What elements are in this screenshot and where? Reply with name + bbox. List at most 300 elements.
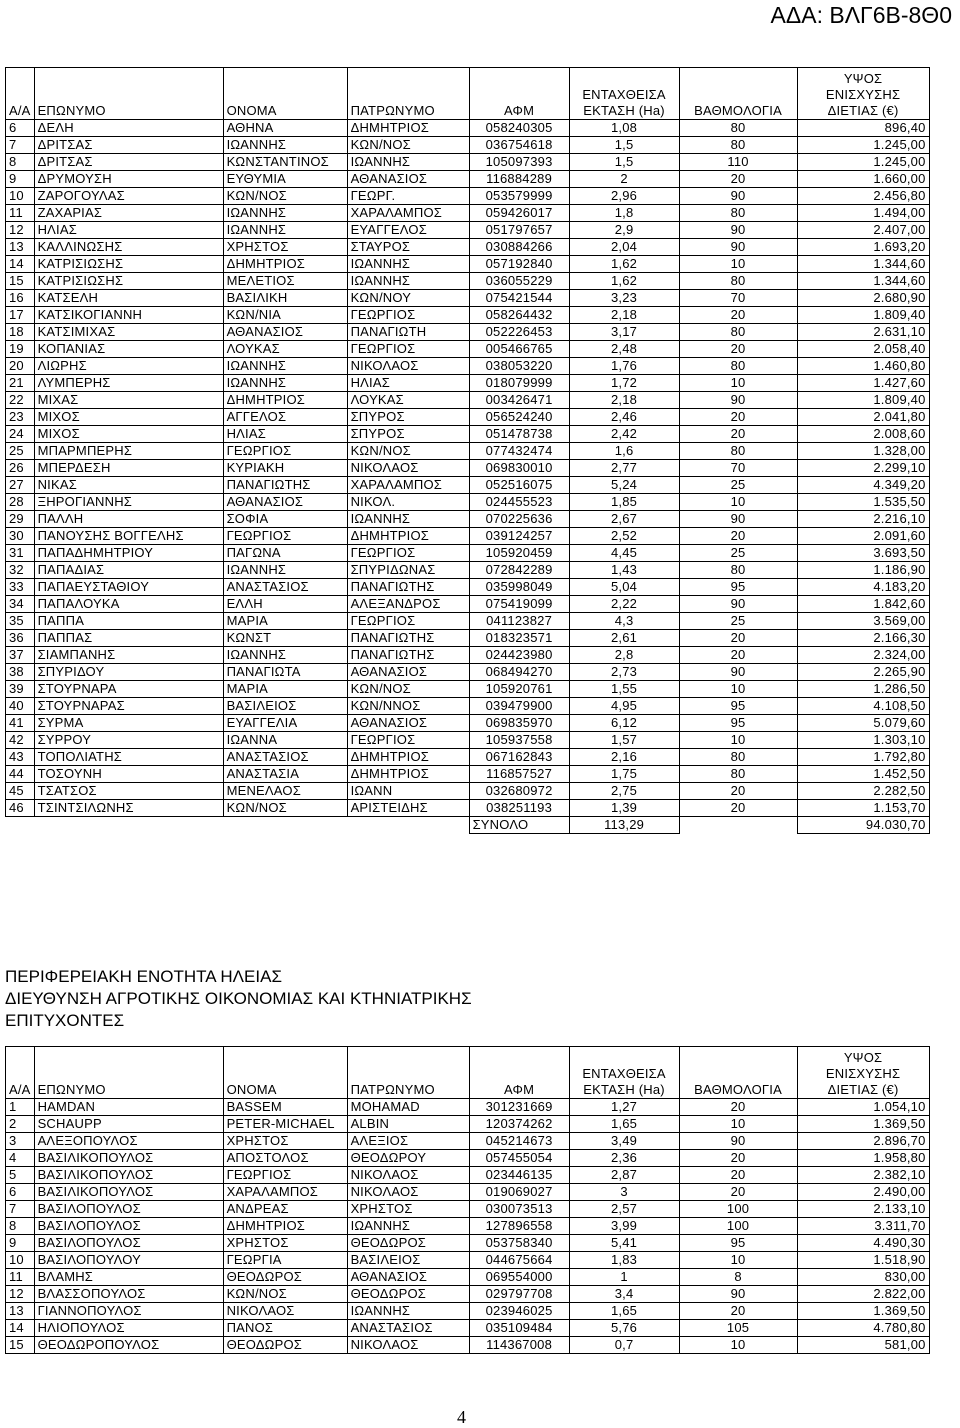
cell-score: 80 (679, 120, 797, 137)
cell-father: ΗΛΙΑΣ (347, 375, 469, 392)
cell-father: ΑΘΑΝΑΣΙΟΣ (347, 664, 469, 681)
cell-area: 1,65 (569, 1116, 679, 1133)
table-row (6, 358, 930, 375)
cell-name: ΜΑΡΙΑ (223, 681, 347, 698)
cell-name: ΔΗΜΗΤΡΙΟΣ (223, 392, 347, 409)
cell-surname: ΒΑΣΙΛΟΠΟΥΛΟΣ (34, 1201, 223, 1218)
cell-name: ΛΟΥΚΑΣ (223, 341, 347, 358)
cell-aid: 2.680,90 (797, 290, 929, 307)
cell-aa: 18 (6, 324, 35, 341)
cell-father: ΙΩΑΝΝ (347, 783, 469, 800)
cell-area: 2 (569, 171, 679, 188)
cell-aid: 1.344,60 (797, 256, 929, 273)
cell-father: MOHAMAD (347, 1099, 469, 1116)
cell-surname: ΠΑΝΟΥΣΗΣ ΒΟΓΓΕΛΗΣ (34, 528, 223, 545)
cell-afm: 052226453 (469, 324, 569, 341)
cell-aid: 581,00 (797, 1337, 929, 1354)
cell-name: ΔΗΜΗΤΡΙΟΣ (223, 256, 347, 273)
cell-father: ΑΡΙΣΤΕΙΔΗΣ (347, 800, 469, 817)
directorate-title: ΔΙΕΥΘΥΝΣΗ ΑΓΡΟΤΙΚΗΣ ΟΙΚΟΝΟΜΙΑΣ ΚΑΙ ΚΤΗΝΙΑΤΡΙΚΗΣ (5, 989, 472, 1008)
cell-name: ΑΝΑΣΤΑΣΙΑ (223, 766, 347, 783)
cell-aid: 3.693,50 (797, 545, 929, 562)
cell-afm: 105920761 (469, 681, 569, 698)
cell-name: ΓΕΩΡΓΙΟΣ (223, 443, 347, 460)
cell-area: 2,46 (569, 409, 679, 426)
cell-aid: 830,00 (797, 1269, 929, 1286)
table-row (6, 392, 930, 409)
col-aa: Α/Α (6, 68, 35, 120)
cell-score: 100 (679, 1218, 797, 1235)
table-row (6, 1235, 930, 1252)
cell-father: ΓΕΩΡΓΙΟΣ (347, 545, 469, 562)
cell-score: 90 (679, 222, 797, 239)
cell-aid: 2.382,10 (797, 1167, 929, 1184)
cell-surname: ΑΛΕΞΟΠΟΥΛΟΣ (34, 1133, 223, 1150)
ada-header: ΑΔΑ: ΒΛΓ6Β-8Θ0 (770, 2, 952, 28)
cell-aid: 1.328,00 (797, 443, 929, 460)
cell-aa: 21 (6, 375, 35, 392)
table-row (6, 188, 930, 205)
cell-afm: 036754618 (469, 137, 569, 154)
cell-aa: 20 (6, 358, 35, 375)
cell-aa: 44 (6, 766, 35, 783)
col-aid-line3: ΔΙΕΤΙΑΣ (€) (827, 103, 899, 118)
cell-surname: ΠΑΠΑΔΗΜΗΤΡΙΟΥ (34, 545, 223, 562)
cell-afm: 051478738 (469, 426, 569, 443)
total-aid: 94.030,70 (797, 817, 929, 834)
cell-score: 20 (679, 1167, 797, 1184)
cell-aa: 17 (6, 307, 35, 324)
cell-aid: 2.091,60 (797, 528, 929, 545)
cell-father: ΚΩΝ/ΝΝΟΣ (347, 698, 469, 715)
col-father: ΠΑΤΡΩΝΥΜΟ (347, 1047, 469, 1099)
cell-name: ΓΕΩΡΓΙΑ (223, 1252, 347, 1269)
cell-afm: 114367008 (469, 1337, 569, 1354)
table-row (6, 171, 930, 188)
col-name: ΟΝΟΜΑ (223, 68, 347, 120)
cell-surname: ΜΙΧΑΣ (34, 392, 223, 409)
cell-aid: 2.008,60 (797, 426, 929, 443)
cell-aid: 2.324,00 (797, 647, 929, 664)
cell-area: 5,76 (569, 1320, 679, 1337)
cell-surname: ΚΑΤΣΕΛΗ (34, 290, 223, 307)
cell-score: 70 (679, 460, 797, 477)
table-row (6, 1320, 930, 1337)
cell-score: 80 (679, 358, 797, 375)
table-row (6, 137, 930, 154)
cell-name: ΚΥΡΙΑΚΗ (223, 460, 347, 477)
cell-score: 80 (679, 766, 797, 783)
cell-afm: 059426017 (469, 205, 569, 222)
cell-afm: 051797657 (469, 222, 569, 239)
cell-score: 20 (679, 647, 797, 664)
cell-area: 1,57 (569, 732, 679, 749)
cell-aa: 29 (6, 511, 35, 528)
col-aid (797, 68, 929, 120)
table-row (6, 800, 930, 817)
cell-name: ΙΩΑΝΝΗΣ (223, 137, 347, 154)
cell-score: 80 (679, 273, 797, 290)
cell-aid: 1.245,00 (797, 137, 929, 154)
cell-score: 90 (679, 239, 797, 256)
cell-score: 80 (679, 137, 797, 154)
cell-afm: 035109484 (469, 1320, 569, 1337)
col-area-line2: ΕΚΤΑΣΗ (Ha) (583, 103, 665, 118)
cell-aa: 38 (6, 664, 35, 681)
cell-area: 2,96 (569, 188, 679, 205)
cell-aa: 26 (6, 460, 35, 477)
cell-aid: 3.569,00 (797, 613, 929, 630)
cell-area: 5,24 (569, 477, 679, 494)
cell-name: ΓΕΩΡΓΙΟΣ (223, 528, 347, 545)
cell-surname: ΔΕΛΗ (34, 120, 223, 137)
cell-afm: 069835970 (469, 715, 569, 732)
cell-afm: 041123827 (469, 613, 569, 630)
table-row (6, 375, 930, 392)
table-row (6, 1116, 930, 1133)
cell-aa: 27 (6, 477, 35, 494)
col-aid-line2: ΕΝΙΣΧΥΣΗΣ (825, 1066, 901, 1081)
cell-afm: 105920459 (469, 545, 569, 562)
cell-name: ΧΡΗΣΤΟΣ (223, 239, 347, 256)
cell-surname: ΣΤΟΥΡΝΑΡΑ (34, 681, 223, 698)
regional-unit-title: ΠΕΡΙΦΕΡΕΙΑΚΗ ΕΝΟΤΗΤΑ ΗΛΕΙΑΣ (5, 967, 282, 986)
cell-aa: 36 (6, 630, 35, 647)
cell-aid: 2.407,00 (797, 222, 929, 239)
cell-aa: 24 (6, 426, 35, 443)
cell-aid: 1.186,90 (797, 562, 929, 579)
cell-aid: 1.452,50 (797, 766, 929, 783)
cell-name: BASSEM (223, 1099, 347, 1116)
table-row (6, 647, 930, 664)
col-score: ΒΑΘΜΟΛΟΓΙΑ (679, 1047, 797, 1099)
table-row (6, 1150, 930, 1167)
cell-name: ΜΕΝΕΛΑΟΣ (223, 783, 347, 800)
cell-afm: 105097393 (469, 154, 569, 171)
cell-area: 1,43 (569, 562, 679, 579)
cell-name: ΗΛΙΑΣ (223, 426, 347, 443)
cell-aid: 2.456,80 (797, 188, 929, 205)
cell-name: ΜΕΛΕΤΙΟΣ (223, 273, 347, 290)
cell-surname: ΔΡΥΜΟΥΣΗ (34, 171, 223, 188)
cell-aa: 11 (6, 205, 35, 222)
cell-area: 2,87 (569, 1167, 679, 1184)
cell-afm: 077432474 (469, 443, 569, 460)
cell-afm: 030884266 (469, 239, 569, 256)
cell-surname: ΣΤΟΥΡΝΑΡΑΣ (34, 698, 223, 715)
cell-aa: 16 (6, 290, 35, 307)
cell-area: 2,18 (569, 392, 679, 409)
cell-area: 2,77 (569, 460, 679, 477)
col-father: ΠΑΤΡΩΝΥΜΟ (347, 68, 469, 120)
cell-afm: 057455054 (469, 1150, 569, 1167)
cell-score: 95 (679, 698, 797, 715)
cell-area: 2,61 (569, 630, 679, 647)
table-row (6, 494, 930, 511)
cell-aa: 12 (6, 222, 35, 239)
cell-afm: 024455523 (469, 494, 569, 511)
total-blank (223, 817, 347, 834)
cell-area: 2,73 (569, 664, 679, 681)
cell-afm: 019069027 (469, 1184, 569, 1201)
table-row (6, 443, 930, 460)
cell-aid: 1.369,50 (797, 1303, 929, 1320)
cell-score: 20 (679, 630, 797, 647)
cell-score: 90 (679, 392, 797, 409)
cell-surname: ΒΑΣΙΛΙΚΟΠΟΥΛΟΣ (34, 1167, 223, 1184)
cell-name: ΚΩΝ/ΝΟΣ (223, 800, 347, 817)
cell-surname: ΤΟΣΟΥΝΗ (34, 766, 223, 783)
cell-father: ΣΠΥΡΙΔΩΝΑΣ (347, 562, 469, 579)
table-row (6, 1218, 930, 1235)
cell-score: 110 (679, 154, 797, 171)
cell-aa: 34 (6, 596, 35, 613)
cell-score: 90 (679, 1133, 797, 1150)
cell-name: ΕΥΑΓΓΕΛΙΑ (223, 715, 347, 732)
cell-surname: ΠΑΠΠΑΣ (34, 630, 223, 647)
cell-father: ΔΗΜΗΤΡΙΟΣ (347, 766, 469, 783)
cell-score: 100 (679, 1201, 797, 1218)
cell-father: ΓΕΩΡΓΙΟΣ (347, 307, 469, 324)
cell-aa: 40 (6, 698, 35, 715)
cell-afm: 038053220 (469, 358, 569, 375)
cell-afm: 036055229 (469, 273, 569, 290)
cell-aid: 1.303,10 (797, 732, 929, 749)
table-row (6, 256, 930, 273)
cell-name: ΑΝΑΣΤΑΣΙΟΣ (223, 579, 347, 596)
cell-afm: 075421544 (469, 290, 569, 307)
cell-surname: ΛΥΜΠΕΡΗΣ (34, 375, 223, 392)
cell-surname: ΠΑΠΠΑ (34, 613, 223, 630)
cell-name: ΚΩΝΣΤΑΝΤΙΝΟΣ (223, 154, 347, 171)
cell-area: 1,65 (569, 1303, 679, 1320)
cell-surname: ΠΑΠΑΕΥΣΤΑΘΙΟΥ (34, 579, 223, 596)
cell-aid: 4.490,30 (797, 1235, 929, 1252)
table-row (6, 749, 930, 766)
cell-father: ΚΩΝ/ΝΟΣ (347, 137, 469, 154)
cell-aid: 2.631,10 (797, 324, 929, 341)
cell-name: ΙΩΑΝΝΗΣ (223, 562, 347, 579)
cell-father: ΣΠΥΡΟΣ (347, 426, 469, 443)
table-row (6, 154, 930, 171)
table-row (6, 630, 930, 647)
cell-aid: 1.518,90 (797, 1252, 929, 1269)
cell-afm: 127896558 (469, 1218, 569, 1235)
cell-surname: ΣΥΡΜΑ (34, 715, 223, 732)
table-row (6, 613, 930, 630)
cell-aa: 15 (6, 273, 35, 290)
cell-aa: 23 (6, 409, 35, 426)
cell-area: 1,8 (569, 205, 679, 222)
cell-aid: 3.311,70 (797, 1218, 929, 1235)
cell-surname: ΜΠΑΡΜΠΕΡΗΣ (34, 443, 223, 460)
col-area (569, 1047, 679, 1099)
cell-area: 4,3 (569, 613, 679, 630)
table-row (6, 409, 930, 426)
total-blank (679, 817, 797, 834)
cell-afm: 044675664 (469, 1252, 569, 1269)
table-row (6, 1286, 930, 1303)
cell-surname: ΚΑΛΛΙΝΩΣΗΣ (34, 239, 223, 256)
cell-area: 2,75 (569, 783, 679, 800)
cell-aa: 13 (6, 239, 35, 256)
cell-name: ΕΛΛΗ (223, 596, 347, 613)
cell-score: 80 (679, 562, 797, 579)
cell-surname: ΤΣΙΝΤΣΙΛΩΝΗΣ (34, 800, 223, 817)
cell-father: ΙΩΑΝΝΗΣ (347, 256, 469, 273)
cell-area: 2,18 (569, 307, 679, 324)
cell-name: ΑΘΗΝΑ (223, 120, 347, 137)
table-row (6, 579, 930, 596)
cell-afm: 052516075 (469, 477, 569, 494)
cell-aid: 4.349,20 (797, 477, 929, 494)
table-row (6, 528, 930, 545)
cell-name: ΚΩΝ/ΝΟΣ (223, 1286, 347, 1303)
cell-afm: 072842289 (469, 562, 569, 579)
cell-name: ΚΩΝΣΤ (223, 630, 347, 647)
cell-father: ΝΙΚΟΛ. (347, 494, 469, 511)
table-header-row (6, 1047, 930, 1099)
cell-name: ΒΑΣΙΛΕΙΟΣ (223, 698, 347, 715)
cell-name: ΓΕΩΡΓΙΟΣ (223, 1167, 347, 1184)
cell-area: 0,7 (569, 1337, 679, 1354)
table-row (6, 664, 930, 681)
cell-area: 2,22 (569, 596, 679, 613)
cell-aid: 1.792,80 (797, 749, 929, 766)
cell-area: 5,04 (569, 579, 679, 596)
cell-score: 95 (679, 715, 797, 732)
cell-afm: 018323571 (469, 630, 569, 647)
cell-afm: 067162843 (469, 749, 569, 766)
cell-aa: 6 (6, 1184, 35, 1201)
cell-aa: 9 (6, 171, 35, 188)
cell-afm: 023946025 (469, 1303, 569, 1320)
cell-surname: SCHAUPP (34, 1116, 223, 1133)
cell-aid: 1.660,00 (797, 171, 929, 188)
cell-area: 2,04 (569, 239, 679, 256)
cell-surname: ΘΕΟΔΩΡΟΠΟΥΛΟΣ (34, 1337, 223, 1354)
cell-score: 105 (679, 1320, 797, 1337)
cell-score: 8 (679, 1269, 797, 1286)
cell-father: ΔΗΜΗΤΡΙΟΣ (347, 528, 469, 545)
col-area (569, 68, 679, 120)
cell-father: ΘΕΟΔΩΡΟΣ (347, 1235, 469, 1252)
cell-aa: 1 (6, 1099, 35, 1116)
cell-surname: ΣΠΥΡΙΔΟΥ (34, 664, 223, 681)
cell-father: ΝΙΚΟΛΑΟΣ (347, 1184, 469, 1201)
cell-aid: 1.344,60 (797, 273, 929, 290)
cell-name: ΑΝΑΣΤΑΣΙΟΣ (223, 749, 347, 766)
cell-score: 90 (679, 1286, 797, 1303)
cell-name: ΚΩΝ/ΝΙΑ (223, 307, 347, 324)
cell-afm: 058264432 (469, 307, 569, 324)
table-row (6, 324, 930, 341)
cell-surname: ΜΙΧΟΣ (34, 409, 223, 426)
cell-aid: 2.822,00 (797, 1286, 929, 1303)
cell-father: ΧΡΗΣΤΟΣ (347, 1201, 469, 1218)
cell-surname: ΒΑΣΙΛΟΠΟΥΛΟΣ (34, 1235, 223, 1252)
col-aid-line1: ΥΨΟΣ (843, 71, 883, 86)
cell-afm: 005466765 (469, 341, 569, 358)
cell-area: 1,27 (569, 1099, 679, 1116)
cell-afm: 003426471 (469, 392, 569, 409)
cell-father: ΙΩΑΝΝΗΣ (347, 154, 469, 171)
cell-father: ΠΑΝΑΓΙΩΤΗ (347, 324, 469, 341)
cell-father: ΠΑΝΑΓΙΩΤΗΣ (347, 630, 469, 647)
cell-afm: 039124257 (469, 528, 569, 545)
table-row (6, 477, 930, 494)
cell-aa: 12 (6, 1286, 35, 1303)
cell-afm: 058240305 (469, 120, 569, 137)
cell-father: ΓΕΩΡΓΙΟΣ (347, 732, 469, 749)
cell-father: ΙΩΑΝΝΗΣ (347, 1218, 469, 1235)
cell-score: 20 (679, 1184, 797, 1201)
cell-father: ΒΑΣΙΛΕΙΟΣ (347, 1252, 469, 1269)
cell-area: 4,45 (569, 545, 679, 562)
cell-aa: 30 (6, 528, 35, 545)
cell-aa: 14 (6, 256, 35, 273)
cell-area: 1,5 (569, 137, 679, 154)
cell-surname: ΒΑΣΙΛΙΚΟΠΟΥΛΟΣ (34, 1184, 223, 1201)
cell-score: 10 (679, 256, 797, 273)
cell-name: ΠΑΓΩΝΑ (223, 545, 347, 562)
cell-aa: 4 (6, 1150, 35, 1167)
cell-afm: 070225636 (469, 511, 569, 528)
cell-surname: ΒΛΑΜΗΣ (34, 1269, 223, 1286)
cell-score: 10 (679, 494, 797, 511)
cell-area: 2,67 (569, 511, 679, 528)
table-row (6, 341, 930, 358)
cell-father: ΧΑΡΑΛΑΜΠΟΣ (347, 205, 469, 222)
cell-score: 10 (679, 1252, 797, 1269)
cell-score: 70 (679, 290, 797, 307)
cell-afm: 029797708 (469, 1286, 569, 1303)
cell-aid: 2.896,70 (797, 1133, 929, 1150)
cell-aa: 25 (6, 443, 35, 460)
cell-score: 25 (679, 613, 797, 630)
table-row (6, 562, 930, 579)
cell-score: 20 (679, 307, 797, 324)
cell-father: ΙΩΑΝΝΗΣ (347, 1303, 469, 1320)
table-row (6, 222, 930, 239)
cell-surname: ΚΑΤΡΙΣΙΩΣΗΣ (34, 256, 223, 273)
cell-father: ΛΟΥΚΑΣ (347, 392, 469, 409)
col-area-line1: ΕΝΤΑΧΘΕΙΣΑ (582, 1066, 666, 1081)
cell-afm: 075419099 (469, 596, 569, 613)
total-blank (34, 817, 223, 834)
table-row (6, 426, 930, 443)
cell-name: ΧΡΗΣΤΟΣ (223, 1235, 347, 1252)
cell-aa: 14 (6, 1320, 35, 1337)
cell-score: 90 (679, 511, 797, 528)
cell-area: 3,4 (569, 1286, 679, 1303)
col-name: ΟΝΟΜΑ (223, 1047, 347, 1099)
cell-aid: 2.166,30 (797, 630, 929, 647)
col-area-line1: ΕΝΤΑΧΘΕΙΣΑ (582, 87, 666, 102)
cell-surname: ΔΡΙΤΣΑΣ (34, 137, 223, 154)
table-row (6, 120, 930, 137)
cell-father: ΝΙΚΟΛΑΟΣ (347, 460, 469, 477)
table-row (6, 1184, 930, 1201)
cell-area: 3,49 (569, 1133, 679, 1150)
cell-name: ΙΩΑΝΝΗΣ (223, 358, 347, 375)
table-row (6, 273, 930, 290)
cell-name: ΧΑΡΑΛΑΜΠΟΣ (223, 1184, 347, 1201)
cell-area: 2,9 (569, 222, 679, 239)
cell-aid: 2.282,50 (797, 783, 929, 800)
cell-aa: 35 (6, 613, 35, 630)
table-row (6, 1099, 930, 1116)
